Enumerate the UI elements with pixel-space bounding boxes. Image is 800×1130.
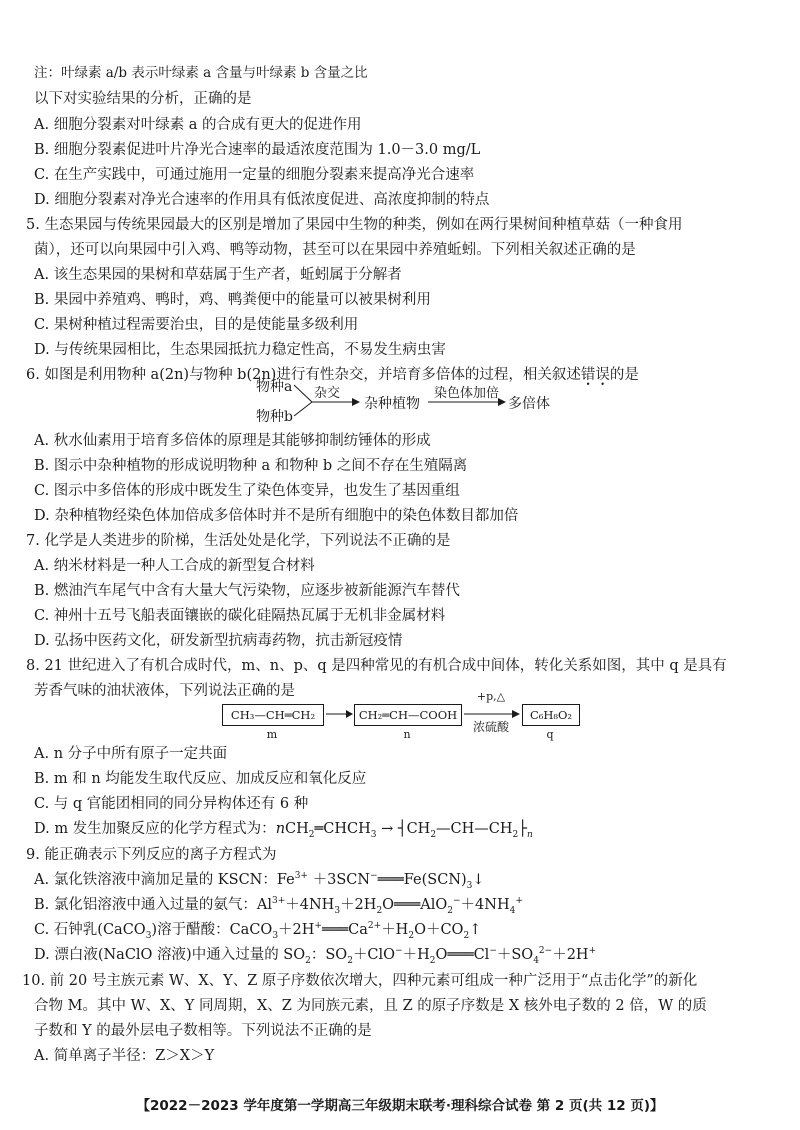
q10-stem-line2: 合物 M。其中 W、X、Y 同周期，X、Z 为同族元素，且 Z 的原子序数是 X 核外电子数的 2 倍，W 的质: [34, 998, 707, 1014]
q7-option-a: A. 纳米材料是一种人工合成的新型复合材料: [34, 558, 315, 574]
q10-stem-line1: 10. 前 20 号主族元素 W、X、Y、Z 原子序数依次增大，四种元素可组成一种广泛用于“点击化学”的新化: [22, 973, 698, 989]
q6-stem-pre: 6. 如图是利用物种 a(2n)与物种 b(2n)进行有性杂交，并培育多倍体的过程，相关叙述: [26, 367, 581, 383]
q8-stem-line1: 8. 21 世纪进入了有机合成时代，m、n、p、q 是四种常见的有机合成中间体，转化关系如图，其中 q 是具有: [26, 658, 727, 674]
q4-option-c: C. 在生产实践中，可通过施用一定量的细胞分裂素来提高净光合速率: [34, 167, 475, 183]
compound-m-box: CH₃—CH═CH₂: [222, 704, 324, 726]
polyploid-label: 多倍体: [508, 396, 550, 412]
q4-option-d: D. 细胞分裂素对净光合速率的作用具有低浓度促进、高浓度抑制的特点: [34, 192, 490, 208]
q8-option-b: B. m 和 n 均能发生取代反应、加成反应和氧化反应: [34, 771, 367, 787]
q7-option-b: B. 燃油汽车尾气中含有大量大气污染物，应逐步被新能源汽车替代: [34, 583, 460, 599]
doubling-step-label: 染色体加倍: [434, 386, 500, 401]
species-a-label: 物种a: [256, 379, 293, 395]
q6-diagram: [256, 376, 556, 424]
table-note: 注：叶绿素 a/b 表示叶绿素 a 含量与叶绿素 b 含量之比: [34, 65, 368, 81]
q8-option-a: A. n 分子中所有原子一定共面: [34, 746, 228, 762]
q6-option-c: C. 图示中多倍体的形成中既发生了染色体变异，也发生了基因重组: [34, 483, 460, 499]
q6-option-a: A. 秋水仙素用于培育多倍体的原理是其能够抑制纺锤体的形成: [34, 433, 431, 449]
q8-option-d: [34, 820, 780, 838]
q8-option-c: C. 与 q 官能团相同的同分异构体还有 6 种: [34, 796, 309, 812]
q5-stem-line1: 5. 生态果园与传统果园最大的区别是增加了果园中生物的种类，例如在两行果树间种植草菇（一种食用: [26, 217, 683, 233]
polymerization-equation: $nCH_2═CHCH_3$ → $┤CH_2—CH—CH_2├_n$: [275, 821, 533, 840]
q9-option-c: C. 石钟乳(CaCO$_3$)溶于醋酸：$CaCO_3+2H^+═══Ca^{2+}+H_2O+CO_2↑$: [34, 921, 482, 941]
cross-step-label: 杂交: [314, 386, 341, 401]
q7-option-d: D. 弘扬中医药文化，研发新型抗病毒药物，抗击新冠疫情: [34, 633, 403, 649]
compound-n-box: CH₂═CH—COOH: [354, 704, 462, 726]
q5-stem-line2: 菌），还可以向果园中引入鸡、鸭等动物，甚至可以在果园中养殖蚯蚓。下列相关叙述正确的是: [34, 242, 636, 258]
q8-diagram: [200, 690, 620, 750]
q9-option-a: A. 氯化铁溶液中滴加足量的 KSCN：$Fe^{3+}$ $+3SCN^-═══Fe(SCN)_3↓$: [34, 871, 485, 891]
q4-option-a: A. 细胞分裂素对叶绿素 a 的合成有更大的促进作用: [34, 117, 362, 133]
q6-emphasis-char1: 错: [580, 367, 596, 383]
q5-option-b: B. 果园中养殖鸡、鸭时，鸡、鸭粪便中的能量可以被果树利用: [34, 292, 431, 308]
q7-stem: 7. 化学是人类进步的阶梯，生活处处是化学，下列说法不正确的是: [26, 533, 451, 549]
compound-n-label: n: [403, 728, 411, 741]
q7-option-c: C. 神州十五号飞船表面镶嵌的碳化硅隔热瓦属于无机非金属材料: [34, 608, 446, 624]
compound-m-label: m: [266, 728, 278, 741]
hybrid-plant-label: 杂种植物: [364, 396, 420, 412]
compound-q-box: C₆H₈O₂: [522, 704, 580, 726]
q10-option-a: A. 简单离子半径：Z＞X＞Y: [34, 1048, 215, 1064]
q8-stem-line2: 芳香气味的油状液体，下列说法正确的是: [34, 683, 295, 699]
q5-option-a: A. 该生态果园的果树和草菇属于生产者，蚯蚓属于分解者: [34, 267, 402, 283]
q9-stem: 9. 能正确表示下列反应的离子方程式为: [26, 847, 277, 863]
q4-option-b: B. 细胞分裂素促进叶片净光合速率的最适浓度范围为 1.0－3.0 mg/L: [34, 142, 481, 158]
q6-option-b: B. 图示中杂种植物的形成说明物种 a 和物种 b 之间不存在生殖隔离: [34, 458, 468, 474]
q5-option-d: D. 与传统果园相比，生态果园抵抗力稳定性高，不易发生病虫害: [34, 342, 446, 358]
q6-option-d: D. 杂种植物经染色体加倍成多倍体时并不是所有细胞中的染色体数目都加倍: [34, 508, 519, 524]
q9-option-d: D. 漂白液(NaClO 溶液)中通入过量的 $SO_2$：$SO_2+ClO^-+H_2O═══Cl^-+SO_4^{2-}+2H^+$: [34, 946, 597, 966]
q6-emphasis-char2: 误: [595, 367, 610, 383]
arrow-m-to-n: [324, 704, 354, 724]
page-footer: 【2022－2023 学年度第一学期高三年级期末联考·理科综合试卷 第 2 页(共 12 页)】: [136, 1098, 664, 1114]
reaction-condition-top: +p,△: [476, 690, 506, 703]
q5-option-c: C. 果树种植过程需要治虫，目的是使能量多级利用: [34, 317, 359, 333]
q10-stem-line3: 子数和 Y 的最外层电子数相等。下列说法不正确的是: [34, 1023, 372, 1039]
q4-stem: 以下对实验结果的分析，正确的是: [34, 91, 252, 107]
reaction-condition-bottom: 浓硫酸: [472, 720, 509, 734]
species-b-label: 物种b: [256, 409, 293, 425]
q9-option-b: B. 氯化铝溶液中通入过量的氨气：$Al^{3+}+4NH_3+2H_2O═══AlO_2^-+4NH_4^+$: [34, 896, 523, 916]
compound-q-label: q: [546, 728, 554, 741]
q8-option-d-text: D. m 发生加聚反应的化学方程式为：: [34, 821, 276, 837]
q6-stem-post: 的是: [609, 367, 639, 383]
